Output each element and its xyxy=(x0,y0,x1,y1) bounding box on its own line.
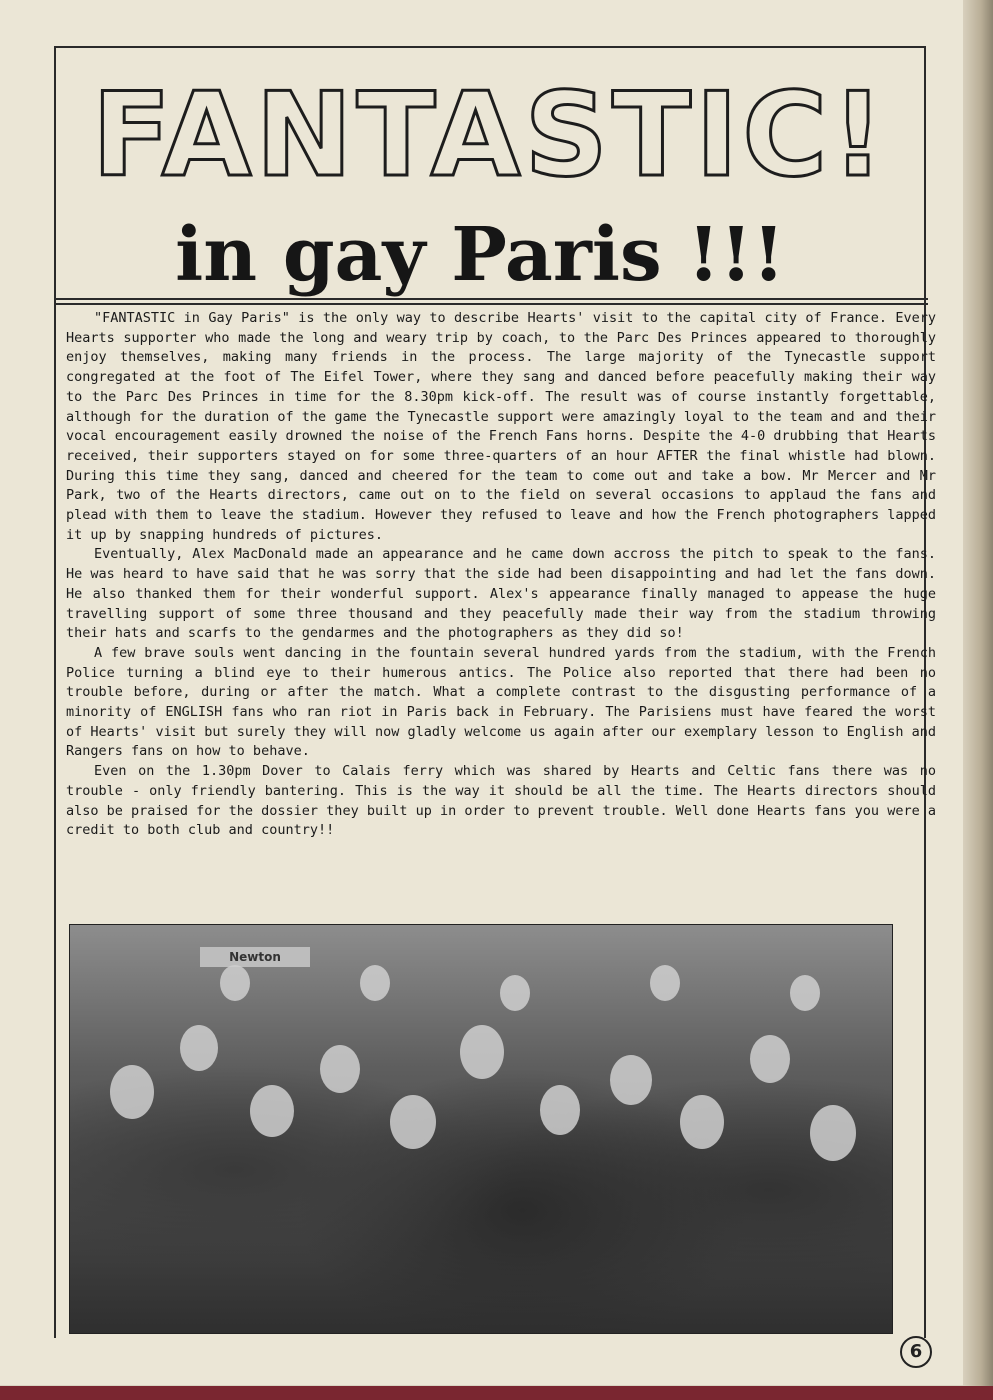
article-body xyxy=(66,309,936,841)
fan-face xyxy=(750,1035,790,1083)
fan-face xyxy=(320,1045,360,1093)
fan-face xyxy=(810,1105,856,1161)
fan-face xyxy=(790,975,820,1011)
page-number: 6 xyxy=(900,1336,932,1368)
fan-face xyxy=(110,1065,154,1119)
page-binding-edge xyxy=(963,0,993,1400)
fan-face xyxy=(460,1025,504,1079)
crowd-photo xyxy=(69,924,893,1334)
article-paragraph: "FANTASTIC in Gay Paris" is the only way to describe Hearts' visit to the capital city of France. Every Hearts supporter who made the long and weary trip by coach, to the Parc Des Princes appeared to thoroughly enjoy themselves, making many friends in the process. The large majority of the Tynecastle support congregated at the foot of The Eifel Tower, where they sang and danced before peacefully making their way to the Parc Des Princes in time for the 8.30pm kick-off. The result was of course instantly forgettable, although for the duration of the game the Tynecastle support were amazingly loyal to the team and and their vocal encouragement easily drowned the noise of the French Fans horns. Despite the 4-0 drubbing that Hearts received, their supporters stayed on for some three-quarters of an hour AFTER the final whistle had blown. During this time they sang, danced and cheered for the team to come out and take a bow. Mr Mercer and Mr Park, two of the Hearts directors, came out on to the field on several occasions to applaud the fans and plead with them to leave the stadium. However they refused to leave and how the French photographers lapped it up by snapping hundreds of pictures. xyxy=(66,310,936,543)
fan-face xyxy=(610,1055,652,1105)
fan-face xyxy=(250,1085,294,1137)
fan-face xyxy=(360,965,390,1001)
fan-face xyxy=(390,1095,436,1149)
shop-sign: Newton xyxy=(200,947,310,967)
subheadline: in gay Paris !!! xyxy=(175,212,785,298)
header-rule-top xyxy=(54,298,928,300)
article-paragraph: Even on the 1.30pm Dover to Calais ferry which was shared by Hearts and Celtic fans there was no trouble - only friendly bantering. This is the way it should be all the time. The Hearts directors should also be praised for the dossier they built up in order to prevent trouble. Well done Hearts fans you were a credit to both club and country!! xyxy=(66,763,936,839)
fan-face xyxy=(180,1025,218,1071)
fan-face xyxy=(540,1085,580,1135)
article-paragraph: A few brave souls went dancing in the fountain several hundred yards from the stadium, with the French Police turning a blind eye to their humerous antics. The Police also reported that there had been no trouble before, during or after the match. What a complete contrast to the disgusting performance of a minority of ENGLISH fans who ran riot in Paris back in February. The Parisiens must have feared the worst of Hearts' visit but surely they will now gladly welcome us again after our exemplary lesson to English and Rangers fans on how to behave. xyxy=(66,644,936,760)
fan-face xyxy=(500,975,530,1011)
fan-face xyxy=(680,1095,724,1149)
header-rule-bottom xyxy=(54,303,928,305)
fan-face xyxy=(650,965,680,1001)
headline: FANTASTIC! xyxy=(91,68,889,203)
article-paragraph: Eventually, Alex MacDonald made an appearance and he came down accross the pitch to speak to the fans. He was heard to have said that he was sorry that the side had been disappointing and had let the fans down. He also thanked them for their wonderful support. Alex's appearance finally managed to appease the huge travelling support of some three thousand and they peacefully made their way from the stadium throwing their hats and scarfs to the gendarmes and the photographers as they did so! xyxy=(66,546,936,642)
fan-face xyxy=(220,965,250,1001)
page-bottom-edge xyxy=(0,1386,993,1400)
